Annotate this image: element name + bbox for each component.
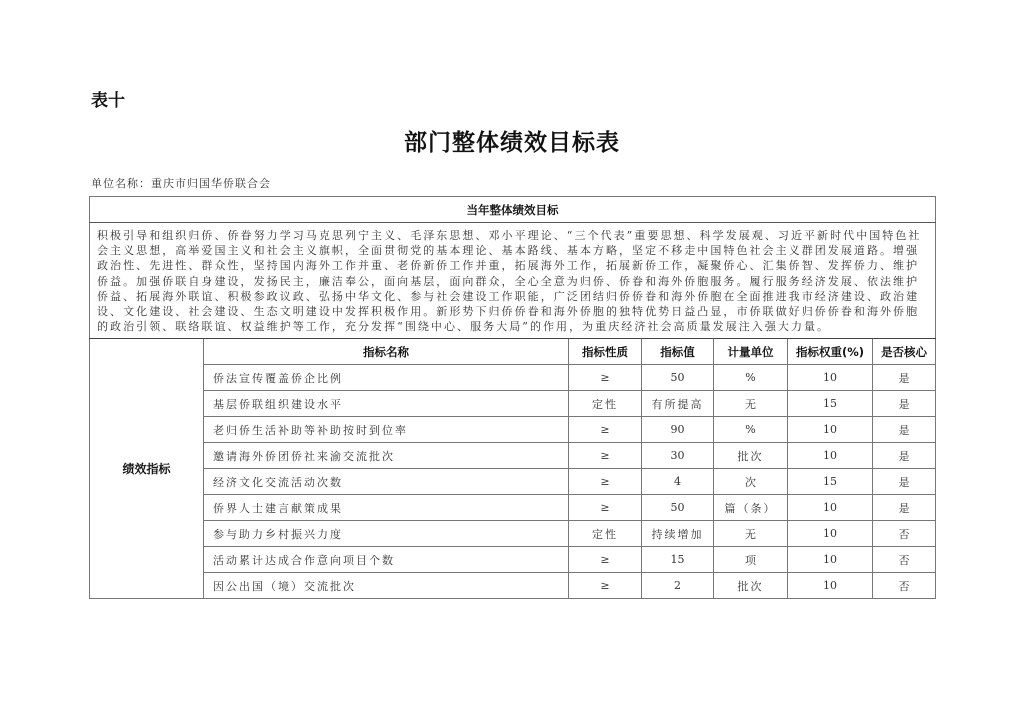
column-header-weight: 指标权重(%): [788, 339, 873, 365]
indicator-unit: 篇（条）: [714, 495, 788, 521]
indicator-unit: 项: [714, 547, 788, 573]
indicator-weight: 10: [788, 443, 873, 469]
indicator-core: 是: [873, 365, 936, 391]
indicator-weight: 10: [788, 495, 873, 521]
indicator-core: 是: [873, 469, 936, 495]
table-row: [90, 417, 936, 443]
indicator-name: 老归侨生活补助等补助按时到位率: [204, 417, 569, 443]
indicator-weight: 10: [788, 547, 873, 573]
indicator-name: 侨法宣传覆盖侨企比例: [204, 365, 569, 391]
indicator-name: 活动累计达成合作意向项目个数: [204, 547, 569, 573]
column-header-value: 指标值: [642, 339, 714, 365]
indicator-nature: ≥: [569, 443, 642, 469]
indicator-weight: 10: [788, 573, 873, 599]
indicator-name: 经济文化交流活动次数: [204, 469, 569, 495]
indicator-weight: 15: [788, 469, 873, 495]
indicator-value: 有所提高: [642, 391, 714, 417]
table-row: [90, 495, 936, 521]
annual-goal-paragraph-row: [90, 223, 936, 339]
table-number: 表十: [91, 91, 125, 111]
indicator-unit: 无: [714, 391, 788, 417]
indicator-core: 否: [873, 521, 936, 547]
indicator-name: 侨界人士建言献策成果: [204, 495, 569, 521]
indicator-core: 否: [873, 547, 936, 573]
indicator-core: 是: [873, 495, 936, 521]
table-row: [90, 443, 936, 469]
indicator-value: 30: [642, 443, 714, 469]
indicator-name: 因公出国（境）交流批次: [204, 573, 569, 599]
indicator-core: 是: [873, 443, 936, 469]
column-header-nature: 指标性质: [569, 339, 642, 365]
indicator-unit: %: [714, 417, 788, 443]
page-title: 部门整体绩效目标表: [404, 129, 620, 156]
indicator-name: 基层侨联组织建设水平: [204, 391, 569, 417]
indicator-core: 是: [873, 417, 936, 443]
indicator-value: 50: [642, 365, 714, 391]
column-header-core: 是否核心: [873, 339, 936, 365]
table-row: [90, 573, 936, 599]
indicator-nature: 定性: [569, 391, 642, 417]
indicator-nature: ≥: [569, 417, 642, 443]
performance-goal-table: [89, 196, 936, 599]
indicator-core: 否: [873, 573, 936, 599]
annual-goal-header-row: [90, 197, 936, 223]
table-row: [90, 521, 936, 547]
indicator-unit: 无: [714, 521, 788, 547]
indicator-unit: 批次: [714, 573, 788, 599]
column-header-name: 指标名称: [204, 339, 569, 365]
table-row: [90, 547, 936, 573]
indicator-nature: ≥: [569, 495, 642, 521]
indicator-value: 持续增加: [642, 521, 714, 547]
unit-name-line: 单位名称：重庆市归国华侨联合会: [91, 177, 271, 190]
indicator-weight: 15: [788, 391, 873, 417]
indicators-section-label: 绩效指标: [90, 339, 204, 599]
table-row: [90, 391, 936, 417]
indicator-value: 4: [642, 469, 714, 495]
indicator-unit: %: [714, 365, 788, 391]
indicator-weight: 10: [788, 417, 873, 443]
indicator-weight: 10: [788, 521, 873, 547]
indicator-nature: ≥: [569, 547, 642, 573]
indicator-header-row: [90, 339, 936, 365]
table-row: [90, 469, 936, 495]
annual-goal-header: 当年整体绩效目标: [90, 197, 936, 223]
annual-goal-paragraph: 积极引导和组织归侨、侨眷努力学习马克思列宁主义、毛泽东思想、邓小平理论、“三个代表”重要思想、科学发展观、习近平新时代中国特色社会主义思想，高举爱国主义和社会主义旗帜，全面贯彻党的基本理论、基本路线、基本方略，坚定不移走中国特色社会主义群团发展道路。增强政治性、先进性、群众性，坚持国内海外工作并重、老侨新侨工作并重，拓展海外工作，拓展新侨工作，凝聚侨心、汇集侨智、发挥侨力、维护侨益。加强侨联自身建设，发扬民主，廉洁奉公，面向基层，面向群众，全心全意为归侨、侨眷和海外侨胞服务。履行服务经济发展、依法维护侨益、拓展海外联谊、积极参政议政、弘扬中华文化、参与社会建设工作职能，广泛团结归侨侨眷和海外侨胞在全面推进我市经济建设、政治建设、文化建设、社会建设、生态文明建设中发挥积极作用。新形势下归侨侨眷和海外侨胞的独特优势日益凸显，市侨联做好归侨侨眷和海外侨胞的政治引领、联络联谊、权益维护等工作，充分发挥“围绕中心、服务大局”的作用，为重庆经济社会高质量发展注入强大力量。: [90, 223, 936, 339]
indicator-unit: 次: [714, 469, 788, 495]
table-row: [90, 365, 936, 391]
indicator-nature: ≥: [569, 469, 642, 495]
indicator-name: 邀请海外侨团侨社来渝交流批次: [204, 443, 569, 469]
indicator-weight: 10: [788, 365, 873, 391]
indicator-value: 2: [642, 573, 714, 599]
indicator-value: 90: [642, 417, 714, 443]
column-header-unit: 计量单位: [714, 339, 788, 365]
indicator-nature: 定性: [569, 521, 642, 547]
indicator-nature: ≥: [569, 365, 642, 391]
indicator-value: 50: [642, 495, 714, 521]
indicator-nature: ≥: [569, 573, 642, 599]
indicator-unit: 批次: [714, 443, 788, 469]
indicator-core: 是: [873, 391, 936, 417]
indicator-value: 15: [642, 547, 714, 573]
indicator-name: 参与助力乡村振兴力度: [204, 521, 569, 547]
